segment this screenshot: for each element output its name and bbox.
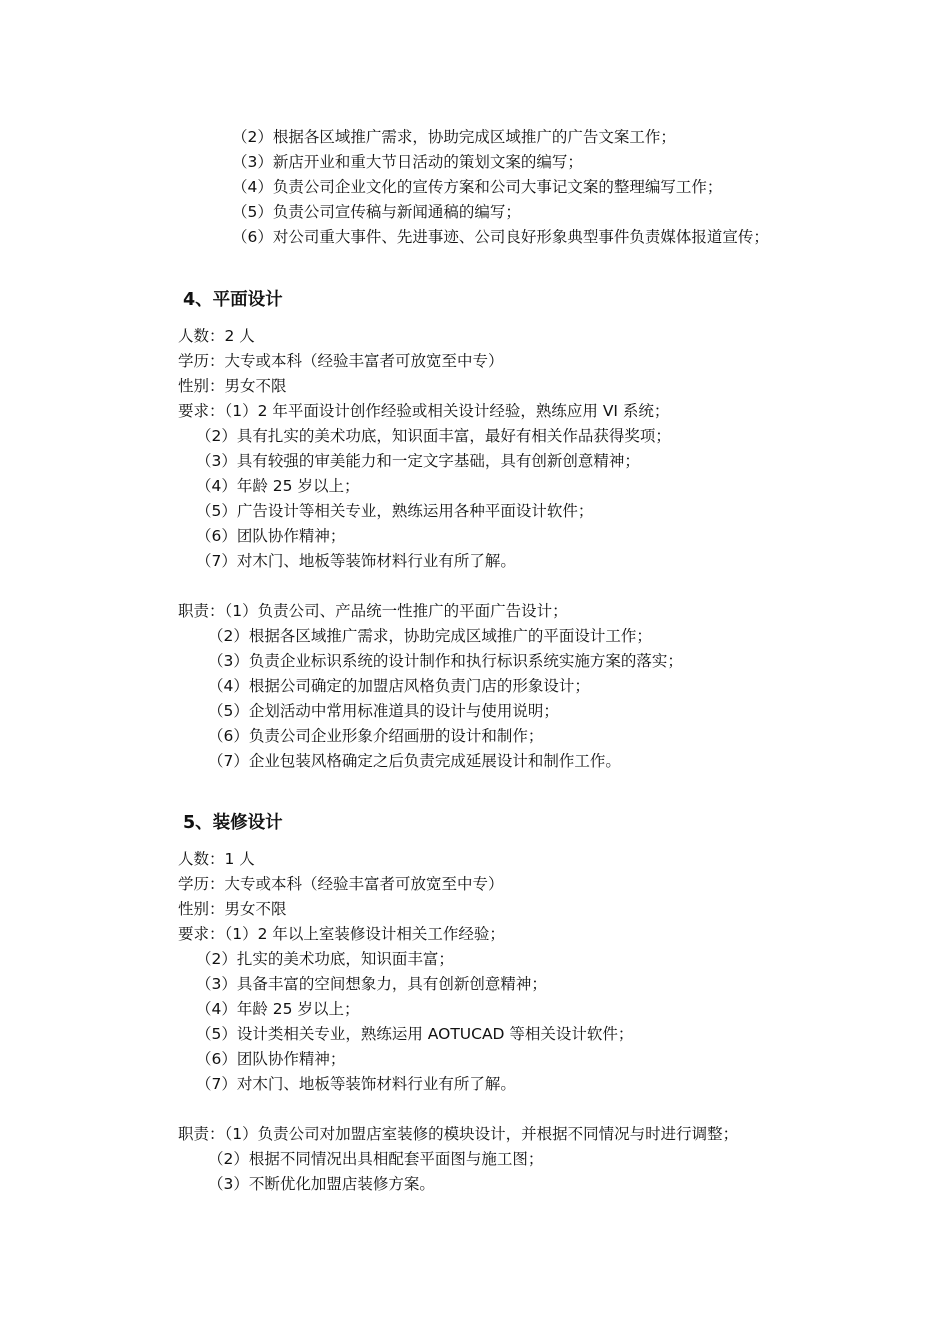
duty-item: （2）根据不同情况出具相配套平面图与施工图； [208, 1150, 544, 1168]
requirement-item: （5）广告设计等相关专业，熟练运用各种平面设计软件； [196, 502, 594, 520]
duty-item: （2）根据各区域推广需求，协助完成区域推广的平面设计工作； [208, 627, 652, 645]
list-item: （2）根据各区域推广需求，协助完成区域推广的广告文案工作； [232, 128, 676, 146]
education: 学历：大专或本科（经验丰富者可放宽至中专） [178, 352, 504, 370]
requirement-first: 要求：（1）2 年平面设计创作经验或相关设计经验，熟练应用 VI 系统； [178, 402, 670, 420]
requirement-item: （5）设计类相关专业，熟练运用 AOTUCAD 等相关设计软件； [196, 1025, 634, 1043]
requirement-item: （3）具备丰富的空间想象力，具有创新创意精神； [196, 975, 547, 993]
list-item: （3）新店开业和重大节日活动的策划文案的编写； [232, 153, 583, 171]
requirement-item: （4）年龄 25 岁以上； [196, 477, 360, 495]
section-heading: 4、平面设计 [183, 290, 283, 310]
list-item: （5）负责公司宣传稿与新闻通稿的编写； [232, 203, 521, 221]
duty-item: （3）不断优化加盟店装修方案。 [208, 1175, 435, 1193]
requirement-item: （6）团队协作精神； [196, 527, 346, 545]
duty-first: 职责：（1）负责公司、产品统一性推广的平面广告设计； [178, 602, 568, 620]
requirement-item: （7）对木门、地板等装饰材料行业有所了解。 [196, 552, 516, 570]
section-heading: 5、装修设计 [183, 813, 283, 833]
duty-item: （5）企划活动中常用标准道具的设计与使用说明； [208, 702, 559, 720]
duty-item: （7）企业包装风格确定之后负责完成延展设计和制作工作。 [208, 752, 621, 770]
headcount: 人数：2 人 [178, 327, 255, 345]
list-item: （6）对公司重大事件、先进事迹、公司良好形象典型事件负责媒体报道宣传； [232, 228, 769, 246]
headcount: 人数：1 人 [178, 850, 255, 868]
duty-item: （6）负责公司企业形象介绍画册的设计和制作； [208, 727, 544, 745]
duty-item: （3）负责企业标识系统的设计制作和执行标识系统实施方案的落实； [208, 652, 683, 670]
requirement-item: （3）具有较强的审美能力和一定文字基础，具有创新创意精神； [196, 452, 640, 470]
requirement-item: （2）扎实的美术功底，知识面丰富； [196, 950, 454, 968]
gender: 性别：男女不限 [178, 377, 287, 395]
requirement-item: （2）具有扎实的美术功底，知识面丰富，最好有相关作品获得奖项； [196, 427, 671, 445]
requirement-item: （6）团队协作精神； [196, 1050, 346, 1068]
gender: 性别：男女不限 [178, 900, 287, 918]
requirement-item: （4）年龄 25 岁以上； [196, 1000, 360, 1018]
education: 学历：大专或本科（经验丰富者可放宽至中专） [178, 875, 504, 893]
requirement-first: 要求：（1）2 年以上室装修设计相关工作经验； [178, 925, 505, 943]
duty-item: （4）根据公司确定的加盟店风格负责门店的形象设计； [208, 677, 590, 695]
duty-first: 职责：（1）负责公司对加盟店室装修的模块设计，并根据不同情况与时进行调整； [178, 1125, 739, 1143]
requirement-item: （7）对木门、地板等装饰材料行业有所了解。 [196, 1075, 516, 1093]
list-item: （4）负责公司企业文化的宣传方案和公司大事记文案的整理编写工作； [232, 178, 723, 196]
